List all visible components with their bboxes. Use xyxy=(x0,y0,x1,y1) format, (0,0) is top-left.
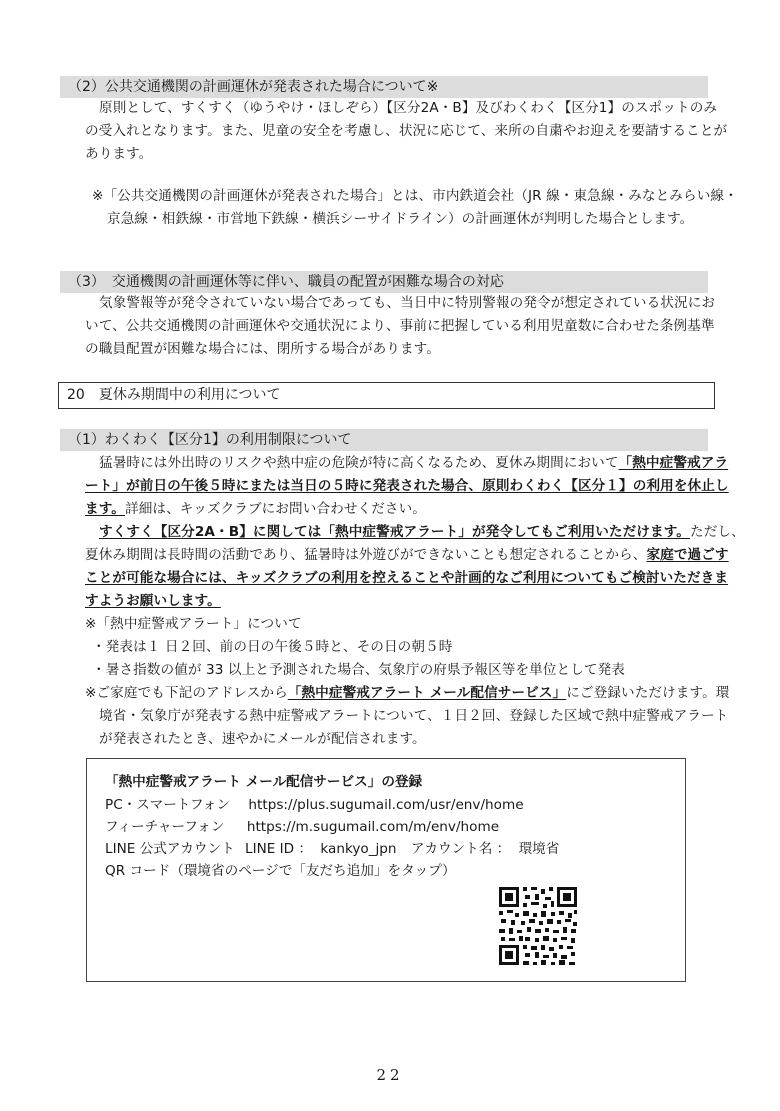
section-1-text: ただし、 xyxy=(690,524,745,540)
section-20-title: 20 夏休み期間中の利用について xyxy=(58,382,715,409)
alert-note-bullet: ・発表は１ 日２回、前の日の午後５時と、その日の朝５時 xyxy=(92,639,453,655)
section-1-text: 詳細は、キッズクラブにお問い合わせください。 xyxy=(125,501,426,517)
section-2-note-line: ※「公共交通機関の計画運休が発表された場合」とは、市内鉄道会社（JR 線・東急線・みなとみらい線・ xyxy=(92,188,738,204)
section-1-emphasis-line: すようお願いします。 xyxy=(85,593,221,609)
section-3-paragraph-line: の職員配置が困難な場合には、閉所する場合があります。 xyxy=(85,341,440,357)
section-1-text: ※ご家庭でも下記のアドレスから xyxy=(85,685,288,701)
section-1-text: にご登録いただけます。環 xyxy=(566,685,730,701)
pc-url-link[interactable]: https://plus.sugumail.com/usr/env/home xyxy=(248,797,524,813)
mail-service-title: 「熱中症警戒アラート メール配信サービス」の登録 xyxy=(105,774,423,790)
alert-note-line: が発表されたとき、速やかにメールが配信されます。 xyxy=(99,731,426,747)
section-1-text: 夏休み期間は長時間の活動であり、猛暑時は外遊びができないことも想定されることから、 xyxy=(85,547,647,563)
section-1-line xyxy=(85,498,426,521)
section-2-note-line: 京急線・相鉄線・市営地下鉄線・横浜シーサイドライン）の計画運休が判明した場合とします。 xyxy=(107,211,694,227)
section-2-paragraph-line: の受入れとなります。また、児童の安全を考慮し、状況に応じて、来所の自粛やお迎えを要請することが xyxy=(85,123,728,139)
section-1-heading: （1）わくわく【区分1】の利用制限について xyxy=(60,429,708,451)
section-1-emphasis: ます。 xyxy=(85,501,125,517)
feature-phone-row xyxy=(105,815,499,835)
section-1-emphasis-line: ことが可能な場合には、キッズクラブの利用を控えることや計画的なご利用についてもご検討いただきま xyxy=(85,570,729,586)
section-1-emphasis: すくすく【区分2A・B】に関しては「熱中症警戒アラート」が発令してもご利用いただけます。 xyxy=(99,524,690,540)
line-row xyxy=(105,837,559,857)
section-2-heading: （2）公共交通機関の計画運休が発表された場合について※ xyxy=(60,76,708,98)
alert-note-line: 境省・気象庁が発表する熱中症警戒アラートについて、１日２回、登録した区域で熱中症警戒アラート xyxy=(99,708,729,724)
section-1-emphasis: 「熱中症警戒アラート メール配信サービス」 xyxy=(287,685,567,701)
account-name-label: アカウント名 ： xyxy=(410,841,511,857)
section-1-emphasis-line: ート」が前日の午後５時にまたは当日の５時に発表された場合、原則わくわく【区分１】の利用を休止し xyxy=(85,478,729,494)
section-1-line xyxy=(99,452,728,475)
alert-note-heading: ※「熱中症警戒アラート」について xyxy=(85,616,302,632)
account-name: 環境省 xyxy=(518,841,560,857)
line-label: LINE 公式アカウント xyxy=(105,841,235,857)
section-3-paragraph-line: 気象警報等が発令されていない場合であっても、当日中に特別警報の発令が想定されている状況にお xyxy=(99,295,716,311)
section-3-heading: （3） 交通機関の計画運休等に伴い、職員の配置が困難な場合の対応 xyxy=(60,271,708,293)
section-1-text: 猛暑時には外出時のリスクや熱中症の危険が特に高くなるため、夏休み期間において xyxy=(99,455,619,471)
section-1-line xyxy=(99,521,745,544)
line-id-label: LINE ID ： xyxy=(245,841,313,857)
feature-phone-label: フィーチャーフォン xyxy=(105,819,225,835)
pc-row xyxy=(105,793,524,813)
section-2-paragraph-line: 原則として、すくすく（ゆうやけ・ほしぞら）【区分2A・B】及びわくわく【区分1】のスポットのみ xyxy=(99,100,718,116)
section-1-emphasis: 「熱中症警戒アラ xyxy=(618,455,729,471)
mail-service-box xyxy=(86,758,686,982)
alert-note-bullet: ・暑さ指数の値が 33 以上と予測された場合、気象庁の府県予報区等を単位として発表 xyxy=(92,662,626,678)
feature-phone-url-link[interactable]: https://m.sugumail.com/m/env/home xyxy=(246,819,500,835)
page-number: 22 xyxy=(376,1066,404,1084)
line-id: kankyo_jpn xyxy=(320,841,397,857)
section-1-emphasis: 家庭で過ごす xyxy=(646,547,729,563)
section-1-line xyxy=(85,544,729,567)
section-3-paragraph-line: いて、公共交通機関の計画運休や交通状況により、事前に把握している利用児童数に合わせた条例基準 xyxy=(85,318,715,334)
qr-code-caption: QR コード（環境省のページで「友だち追加」をタップ） xyxy=(105,863,456,879)
alert-note-line xyxy=(85,682,729,705)
section-2-paragraph-line: あります。 xyxy=(85,146,153,162)
pc-label: PC・スマートフォン xyxy=(105,797,231,813)
qr-code-icon[interactable] xyxy=(497,885,579,967)
